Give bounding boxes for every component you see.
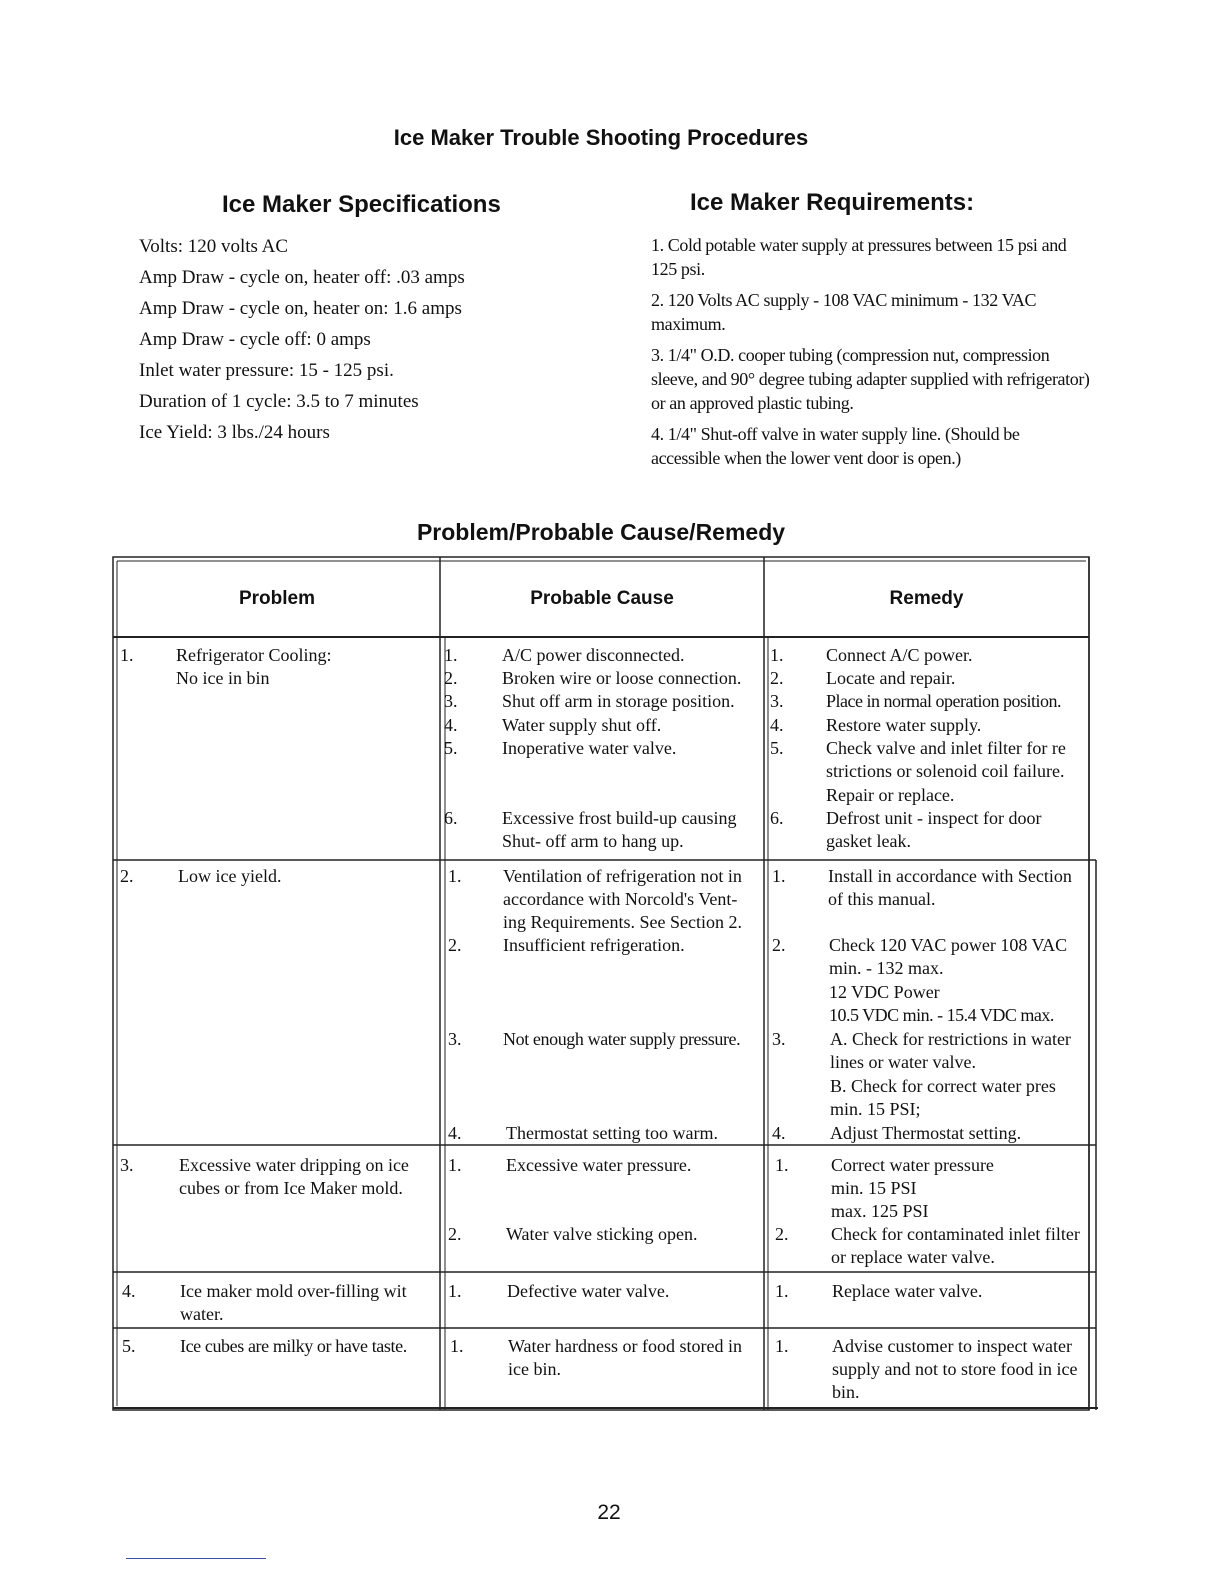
problem-text: Ice maker mold over-filling wit (180, 1281, 407, 1301)
cause-text: accordance with Norcold's Vent- (503, 889, 738, 909)
cause-number: 3. (444, 691, 458, 711)
problem-text: No ice in bin (176, 668, 270, 688)
cause-number: 2. (444, 668, 458, 688)
remedy-number: 2. (772, 935, 786, 955)
cause-text: Inoperative water valve. (502, 738, 677, 758)
remedy-number: 3. (772, 1029, 786, 1049)
row-number: 5. (122, 1336, 136, 1356)
cause-text: Excessive water pressure. (506, 1155, 692, 1175)
cause-number: 5. (444, 738, 458, 758)
remedy-text: strictions or solenoid coil failure. (826, 761, 1065, 781)
problem-text: water. (180, 1304, 224, 1324)
cause-text: Water supply shut off. (502, 715, 662, 735)
row-number: 2. (120, 866, 134, 886)
requirement-item: 4. 1/4" Shut-off valve in water supply line. (Should be accessible when the lower vent door is open.) (651, 424, 1020, 468)
remedy-number: 2. (770, 668, 784, 688)
cause-text: Insufficient refrigeration. (503, 935, 685, 955)
remedy-text: A. Check for restrictions in water (830, 1029, 1071, 1049)
requirements-list (651, 233, 1091, 477)
problem-text: cubes or from Ice Maker mold. (179, 1178, 403, 1198)
row-number: 4. (122, 1281, 136, 1301)
remedy-text: Connect A/C power. (826, 645, 973, 665)
remedy-number: 1. (775, 1336, 789, 1356)
cause-number: 1. (444, 645, 458, 665)
spec-item: Inlet water pressure: 15 - 125 psi. (139, 360, 394, 381)
specifications-list (139, 234, 465, 451)
remedy-text: supply and not to store food in ice (832, 1359, 1078, 1379)
cause-text: ice bin. (508, 1359, 561, 1379)
column-header-remedy: Remedy (889, 588, 964, 609)
requirement-item: 3. 1/4" O.D. cooper tubing (compression nut, compression sleeve, and 90° degree tubing adapter supplied with refrigerator) or an approved plastic tubing. (651, 345, 1090, 413)
remedy-text: or replace water valve. (831, 1247, 995, 1267)
page-number: 22 (597, 1501, 621, 1524)
requirement-item: 2. 120 Volts AC supply - 108 VAC minimum - 132 VAC maximum. (651, 290, 1037, 334)
cause-text: A/C power disconnected. (502, 645, 685, 665)
remedy-text: Check for contaminated inlet filter (831, 1224, 1080, 1244)
remedy-text: Place in normal operation position. (826, 691, 1061, 711)
cause-text: Not enough water supply pressure. (503, 1029, 741, 1049)
cause-text: Water hardness or food stored in (508, 1336, 742, 1356)
remedy-text: min. - 132 max. (829, 958, 944, 978)
requirements-heading: Ice Maker Requirements: (690, 189, 975, 216)
cause-text: Water valve sticking open. (506, 1224, 698, 1244)
spec-item: Duration of 1 cycle: 3.5 to 7 minutes (139, 391, 419, 412)
cause-text: Defective water valve. (507, 1281, 670, 1301)
column-header-cause: Probable Cause (530, 588, 674, 609)
remedy-number: 1. (770, 645, 784, 665)
cause-number: 4. (448, 1123, 462, 1143)
problem-text: Refrigerator Cooling: (176, 645, 332, 665)
remedy-text: 10.5 VDC min. - 15.4 VDC max. (829, 1005, 1054, 1025)
cause-number: 4. (444, 715, 458, 735)
remedy-text: Correct water pressure (831, 1155, 994, 1175)
cause-text: Ventilation of refrigeration not in (503, 866, 742, 886)
cause-text: ing Requirements. See Section 2. (503, 912, 742, 932)
remedy-text: B. Check for correct water pres (830, 1076, 1056, 1096)
remedy-text: Repair or replace. (826, 785, 955, 805)
remedy-number: 5. (770, 738, 784, 758)
footer-rule (126, 1558, 266, 1559)
cause-text: Excessive frost build-up causing (502, 808, 737, 828)
column-header-problem: Problem (238, 588, 316, 609)
problem-text: Low ice yield. (178, 866, 282, 886)
cause-number: 3. (448, 1029, 462, 1049)
remedy-number: 6. (770, 808, 784, 828)
remedy-number: 4. (772, 1123, 786, 1143)
remedy-number: 2. (775, 1224, 789, 1244)
requirement-item: 1. Cold potable water supply at pressures between 15 psi and 125 psi. (651, 235, 1067, 279)
cause-number: 6. (444, 808, 458, 828)
page-title: Ice Maker Trouble Shooting Procedures (393, 125, 809, 150)
remedy-text: Restore water supply. (826, 715, 982, 735)
remedy-text: Locate and repair. (826, 668, 956, 688)
remedy-text: gasket leak. (826, 831, 911, 851)
cause-number: 1. (448, 1155, 462, 1175)
spec-item: Volts: 120 volts AC (139, 236, 289, 257)
row-number: 1. (120, 645, 134, 665)
spec-item: Amp Draw - cycle on, heater on: 1.6 amps (139, 298, 462, 319)
spec-item: Amp Draw - cycle off: 0 amps (139, 329, 371, 350)
remedy-number: 1. (775, 1155, 789, 1175)
remedy-text: Check valve and inlet filter for re (826, 738, 1066, 758)
spec-item: Ice Yield: 3 lbs./24 hours (139, 422, 330, 443)
cause-text: Thermostat setting too warm. (506, 1123, 718, 1143)
cause-number: 2. (448, 935, 462, 955)
problem-text: Excessive water dripping on ice (179, 1155, 409, 1175)
remedy-text: Defrost unit - inspect for door (826, 808, 1042, 828)
remedy-text: min. 15 PSI; (830, 1099, 921, 1119)
remedy-text: Check 120 VAC power 108 VAC (829, 935, 1068, 955)
remedy-number: 4. (770, 715, 784, 735)
cause-text: Broken wire or loose connection. (502, 668, 742, 688)
row-number: 3. (120, 1155, 134, 1175)
cause-number: 1. (448, 1281, 462, 1301)
problem-text: Ice cubes are milky or have taste. (180, 1336, 407, 1356)
remedy-number: 1. (775, 1281, 789, 1301)
spec-item: Amp Draw - cycle on, heater off: .03 amps (139, 267, 465, 288)
remedy-text: bin. (832, 1382, 860, 1402)
remedy-text: Install in accordance with Section (828, 866, 1072, 886)
remedy-text: 12 VDC Power (829, 982, 940, 1002)
table-title: Problem/Probable Cause/Remedy (416, 519, 786, 545)
specifications-heading: Ice Maker Specifications (222, 191, 501, 218)
cause-number: 1. (448, 866, 462, 886)
cause-number: 2. (448, 1224, 462, 1244)
remedy-text: Adjust Thermostat setting. (830, 1123, 1022, 1143)
remedy-text: of this manual. (828, 889, 936, 909)
remedy-text: lines or water valve. (830, 1052, 976, 1072)
cause-text: Shut off arm in storage position. (502, 691, 735, 711)
remedy-text: Advise customer to inspect water (832, 1336, 1072, 1356)
remedy-text: Replace water valve. (832, 1281, 983, 1301)
cause-number: 1. (450, 1336, 464, 1356)
remedy-text: max. 125 PSI (831, 1201, 929, 1221)
remedy-number: 3. (770, 691, 784, 711)
remedy-text: min. 15 PSI (831, 1178, 917, 1198)
remedy-number: 1. (772, 866, 786, 886)
cause-text: Shut- off arm to hang up. (502, 831, 684, 851)
